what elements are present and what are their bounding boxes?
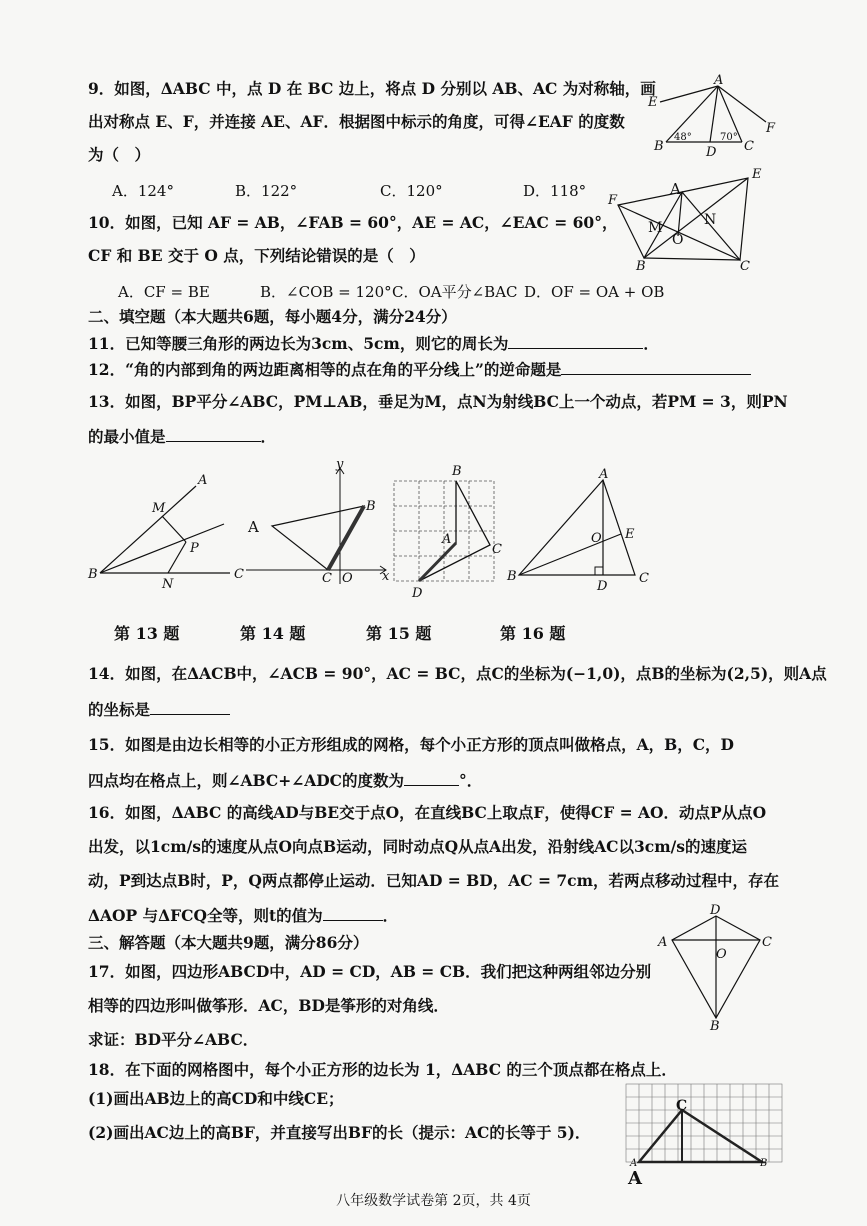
q18-label-b: B xyxy=(760,1158,768,1169)
q11-stem: 11．已知等腰三角形的两边长为3cm、5cm，则它的周长为 xyxy=(88,334,509,353)
q17-figure xyxy=(658,902,778,1032)
figure-16 xyxy=(505,467,665,595)
q17-label-b: B xyxy=(710,1019,720,1034)
q18-line3: (2)画出AC边上的高BF，并直接写出BF的长（提示：AC的长等于 5)． xyxy=(88,1123,591,1142)
q13-line1: 13．如图，BP平分∠ABC，PM⊥AB，垂足为M，点N为射线BC上一个动点，若PM = 3，则PN xyxy=(88,392,788,411)
q17-line2: 相等的四边形叫做筝形．AC，BD是筝形的对角线． xyxy=(88,996,449,1015)
q9-line3: 为（ ） xyxy=(88,145,151,164)
q16-line4: ΔAOP 与ΔFCQ全等，则t的值为 xyxy=(88,906,323,925)
caption-13: 第 13 题 xyxy=(114,624,180,643)
q14-line2-wrap xyxy=(88,700,230,719)
q10-label-o: O xyxy=(672,232,684,248)
q16-line2: 出发，以1cm/s的速度从点O向点B运动，同时动点Q从点A出发，沿射线AC以3cm/s的速度运 xyxy=(88,837,748,856)
fig13-label-n: N xyxy=(162,577,174,592)
fig14-label-b: B xyxy=(366,499,376,514)
fig14-label-a: A xyxy=(248,518,259,536)
caption-16: 第 16 题 xyxy=(500,624,566,643)
q9-label-a: A xyxy=(714,73,724,88)
q10-option-a: A．CF = BE xyxy=(118,283,210,301)
q15-line2: 四点均在格点上，则∠ABC+∠ADC的度数为 xyxy=(88,771,405,790)
q14-line2: 的坐标是 xyxy=(88,700,151,719)
q10-figure xyxy=(608,167,768,274)
caption-15: 第 15 题 xyxy=(366,624,432,643)
q18-grid-figure xyxy=(620,1080,788,1188)
q15-line1: 15．如图是由边长相等的小正方形组成的网格，每个小正方形的顶点叫做格点，A，B，C，D xyxy=(88,735,734,754)
q10-option-c: C．OA平分∠BAC xyxy=(392,283,518,301)
q9-figure xyxy=(648,73,778,160)
caption-14: 第 14 题 xyxy=(240,624,306,643)
fig16-label-a: A xyxy=(599,467,609,482)
q10-label-e: E xyxy=(752,167,762,182)
q13-blank xyxy=(166,427,261,442)
q16-line3: 动，P到达点B时，P，Q两点都停止运动．已知AD = BD，AC = 7cm，若两点移动过程中，存在 xyxy=(88,871,779,890)
q9-label-e: E xyxy=(648,95,658,110)
q17-label-d: D xyxy=(710,903,721,918)
q10-option-d: D．OF = OA + OB xyxy=(524,283,665,301)
q9-label-d: D xyxy=(706,145,717,160)
q15-suffix: °． xyxy=(459,771,483,790)
q12-text xyxy=(88,360,751,379)
q17-line1: 17．如图，四边形ABCD中，AD = CD，AB = CB．我们把这种两组邻边分别 xyxy=(88,962,652,981)
q9-label-c: C xyxy=(744,139,754,154)
q10-label-f: F xyxy=(608,193,618,208)
q18-line2: (1)画出AB边上的高CD和中线CE； xyxy=(88,1089,344,1108)
section2-heading: 二、填空题（本大题共6题，每小题4分，满分24分） xyxy=(88,307,457,326)
q17-label-c: C xyxy=(762,935,772,950)
q9-option-d: D．118° xyxy=(523,182,587,200)
fig14-label-c: C xyxy=(322,571,332,586)
fig16-label-b: B xyxy=(507,569,517,584)
fig16-label-d: D xyxy=(597,579,608,594)
q17-label-o: O xyxy=(716,947,727,962)
q10-line2: CF 和 BE 交于 O 点，下列结论错误的是（ ） xyxy=(88,246,425,265)
q18-label-a: A xyxy=(630,1158,638,1169)
figure-13 xyxy=(88,468,248,593)
q10-line1: 10．如图，已知 AF = AB，∠FAB = 60°，AE = AC，∠EAC = 60°， xyxy=(88,213,618,232)
q14-blank xyxy=(150,700,230,715)
fig15-label-c: C xyxy=(492,542,502,557)
fig13-label-c: C xyxy=(234,567,244,582)
q16-blank xyxy=(323,906,383,921)
q10-label-b: B xyxy=(636,259,646,274)
q16-line1: 16．如图，ΔABC 的高线AD与BE交于点O，在直线BC上取点F，使得CF = AO．动点P从点O xyxy=(88,803,767,822)
fig14-label-y: y xyxy=(336,457,344,472)
figure-15 xyxy=(388,463,518,603)
q9-option-a: A．124° xyxy=(112,182,174,200)
q17-line3: 求证：BD平分∠ABC． xyxy=(88,1030,259,1049)
q17-label-a: A xyxy=(658,935,668,950)
q15-line2-wrap xyxy=(88,771,482,790)
q10-option-b: B．∠COB = 120° xyxy=(260,283,392,301)
fig15-label-a: A xyxy=(442,532,452,547)
q10-label-n: N xyxy=(704,212,717,228)
page-footer: 八年级数学试卷第 2页，共 4页 xyxy=(336,1193,531,1209)
q10-label-c: C xyxy=(740,259,750,274)
fig16-label-e: E xyxy=(625,527,635,542)
q15-blank xyxy=(404,771,459,786)
fig14-label-x: x xyxy=(382,569,390,584)
fig13-label-b: B xyxy=(88,567,98,582)
fig13-label-a: A xyxy=(198,473,208,488)
q18-label-c: C xyxy=(676,1098,688,1114)
q9-label-f: F xyxy=(766,121,776,136)
fig15-label-b: B xyxy=(452,464,462,479)
q10-label-m: M xyxy=(648,220,663,236)
q16-suffix: ． xyxy=(382,906,399,925)
section3-heading: 三、解答题（本大题共9题，满分86分） xyxy=(88,933,369,952)
q11-blank xyxy=(508,334,643,349)
q18-line1: 18．在下面的网格图中，每个小正方形的边长为 1，ΔABC 的三个顶点都在格点上． xyxy=(88,1060,677,1079)
q14-line1: 14．如图，在ΔACB中，∠ACB = 90°，AC = BC，点C的坐标为(−1,0)，点B的坐标为(2,5)，则A点 xyxy=(88,664,827,683)
fig13-label-p: P xyxy=(190,541,199,556)
q12-stem: 12．“角的内部到角的两边距离相等的点在角的平分线上”的逆命题是 xyxy=(88,360,562,379)
q10-label-a: A xyxy=(670,180,681,198)
q16-line4-wrap xyxy=(88,906,398,925)
q9-option-b: B．122° xyxy=(235,182,298,200)
fig14-label-o: O xyxy=(342,571,353,586)
figure-14 xyxy=(240,457,390,591)
q9-label-b: B xyxy=(654,139,664,154)
q13-line2: 的最小值是 xyxy=(88,427,166,446)
q9-line1: 9．如图，ΔABC 中，点 D 在 BC 边上，将点 D 分别以 AB、AC 为对称轴，画 xyxy=(88,79,656,98)
q13-line2-wrap: 的最小值是 ． xyxy=(88,427,277,446)
fig15-label-d: D xyxy=(412,586,423,601)
q12-blank xyxy=(561,360,751,375)
fig16-label-o: O xyxy=(591,531,602,546)
fig16-label-c: C xyxy=(639,571,649,586)
fig13-label-m: M xyxy=(152,501,166,516)
q18-label-a-handwritten: A xyxy=(628,1168,642,1189)
q9-line2: 出对称点 E、F，并连接 AE、AF．根据图中标示的角度，可得∠EAF 的度数 xyxy=(88,112,625,131)
q9-angle-48: 48° xyxy=(674,132,692,143)
q9-option-c: C．120° xyxy=(380,182,443,200)
q9-angle-70: 70° xyxy=(720,132,738,143)
q11-text: 11．已知等腰三角形的两边长为3cm、5cm，则它的周长为 ． xyxy=(88,334,659,353)
